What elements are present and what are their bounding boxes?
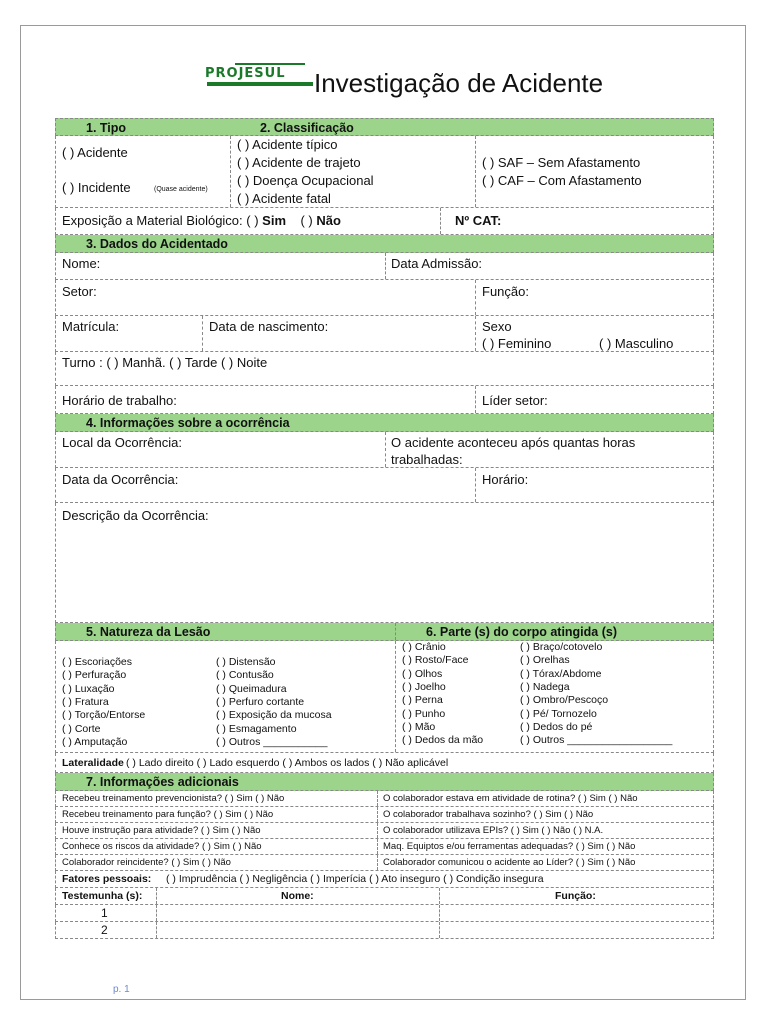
lateralidade-options[interactable]: ( ) Lado direito ( ) Lado esquerdo ( ) Ambos os lados ( ) Não aplicável — [126, 757, 449, 769]
witness-row — [55, 905, 714, 922]
corpo-option[interactable]: ( ) Perna — [402, 694, 443, 707]
lateralidade-row — [55, 753, 714, 773]
horario-ocorrencia-field[interactable]: Horário: — [482, 472, 529, 487]
setor-field[interactable]: Setor: — [62, 284, 97, 299]
option-masculino[interactable]: ( ) Masculino — [599, 336, 674, 351]
info-question-left[interactable]: Conhece os riscos da atividade? ( ) Sim ( ) Não — [62, 841, 262, 852]
turno-row — [55, 352, 714, 386]
section-title-natureza-lesao: 5. Natureza da Lesão — [86, 625, 211, 639]
section-header-dados-acidentado — [55, 235, 714, 253]
info-question-left[interactable]: Houve instrução para atividade? ( ) Sim ( ) Não — [62, 825, 261, 836]
corpo-option[interactable]: ( ) Nadega — [520, 680, 570, 693]
logo-stripe — [235, 63, 305, 65]
option-feminino[interactable]: ( ) Feminino — [482, 336, 552, 351]
nome-row — [55, 253, 714, 280]
section-title-informacoes-adicionais: 7. Informações adicionais — [86, 775, 239, 789]
lider-setor-field[interactable]: Líder setor: — [482, 393, 548, 408]
option-incidente[interactable]: ( ) Incidente — [62, 180, 131, 195]
info-row — [55, 855, 714, 871]
setor-row — [55, 280, 714, 316]
witness-function-input[interactable] — [439, 905, 713, 921]
horas-trabalhadas-line2: trabalhadas: — [391, 452, 463, 467]
fatores-pessoais-row — [55, 871, 714, 888]
matricula-row — [55, 316, 714, 352]
lesao-option[interactable]: ( ) Outros ___________ — [216, 735, 328, 748]
info-question-right[interactable]: Maq. Equiptos e/ou ferramentas adequadas? ( ) Sim ( ) Não — [383, 841, 636, 852]
section-title-parte-corpo: 6. Parte (s) do corpo atingida (s) — [426, 625, 617, 639]
lesao-option[interactable]: ( ) Escoriações — [62, 656, 133, 668]
data-nascimento-field[interactable]: Data de nascimento: — [209, 319, 329, 334]
horario-trabalho-field[interactable]: Horário de trabalho: — [62, 393, 177, 408]
section-title-classificacao: 2. Classificação — [260, 121, 354, 135]
tipo-classificacao-body — [55, 136, 714, 208]
corpo-option[interactable]: ( ) Braço/cotovelo — [520, 641, 603, 653]
section-header-tipo-classificacao — [55, 118, 714, 136]
info-row — [55, 807, 714, 823]
document-title: Investigação de Acidente — [314, 68, 604, 98]
lesao-option[interactable]: ( ) Esmagamento — [216, 722, 297, 735]
descricao-ocorrencia-field[interactable]: Descrição da Ocorrência: — [62, 508, 209, 523]
lesao-option[interactable]: ( ) Fratura — [62, 695, 109, 708]
corpo-option[interactable]: ( ) Outros __________________ — [520, 734, 673, 747]
option-caf[interactable]: ( ) CAF – Com Afastamento — [482, 173, 642, 188]
horas-trabalhadas-line1[interactable]: O acidente aconteceu após quantas horas — [391, 435, 636, 450]
sexo-label: Sexo — [482, 319, 512, 334]
incidente-note: (Quase acidente) — [154, 186, 208, 193]
data-admissao-field[interactable]: Data Admissão: — [391, 256, 483, 271]
ncat-field[interactable]: Nº CAT: — [455, 213, 502, 228]
corpo-option[interactable]: ( ) Joelho — [402, 680, 446, 693]
info-question-right[interactable]: O colaborador estava em atividade de rotina? ( ) Sim ( ) Não — [383, 793, 638, 804]
option-doenca-ocupacional[interactable]: ( ) Doença Ocupacional — [237, 173, 374, 188]
lateralidade-label: Lateralidade — [62, 757, 124, 769]
corpo-option[interactable]: ( ) Olhos — [402, 667, 443, 680]
exposicao-label[interactable]: Exposição a Material Biológico: ( ) — [62, 213, 259, 228]
lesao-option[interactable]: ( ) Perfuração — [62, 669, 127, 682]
fatores-pessoais-options[interactable]: ( ) Imprudência ( ) Negligência ( ) Imperícia ( ) Ato inseguro ( ) Condição insegura — [166, 873, 544, 885]
lesao-corpo-body — [55, 641, 714, 753]
lesao-option[interactable]: ( ) Exposição da mucosa — [216, 709, 332, 722]
section-header-informacoes-adicionais — [55, 773, 714, 791]
option-acidente[interactable]: ( ) Acidente — [62, 145, 128, 160]
company-logo — [205, 44, 315, 90]
horario-trabalho-row — [55, 386, 714, 414]
witness-funcao-header: Função: — [555, 890, 596, 902]
local-ocorrencia-field[interactable]: Local da Ocorrência: — [62, 435, 182, 450]
lesao-option[interactable]: ( ) Amputação — [62, 735, 128, 748]
matricula-field[interactable]: Matrícula: — [62, 319, 120, 334]
exposicao-nao: Não — [316, 213, 341, 228]
corpo-option[interactable]: ( ) Dedos da mão — [402, 734, 484, 747]
corpo-option[interactable]: ( ) Punho — [402, 707, 446, 720]
section-header-ocorrencia — [55, 414, 714, 432]
option-acidente-trajeto[interactable]: ( ) Acidente de trajeto — [237, 155, 361, 170]
logo-text: PROJESUL — [205, 66, 286, 81]
lesao-option[interactable]: ( ) Corte — [62, 722, 101, 735]
lesao-option[interactable]: ( ) Distensão — [216, 656, 276, 668]
page-number: p. 1 — [113, 984, 130, 995]
witness-number: 2 — [101, 923, 108, 937]
corpo-option[interactable]: ( ) Ombro/Pescoço — [520, 694, 609, 707]
accident-form — [55, 118, 714, 939]
testemunha-label: Testemunha (s): — [62, 890, 143, 902]
lesao-option[interactable]: ( ) Luxação — [62, 682, 115, 695]
witness-function-input[interactable] — [439, 922, 713, 938]
corpo-option[interactable]: ( ) Crânio — [402, 641, 446, 653]
lesao-option[interactable]: ( ) Queimadura — [216, 682, 287, 695]
exposicao-nao-box[interactable]: ( ) — [300, 213, 313, 228]
info-question-left[interactable]: Recebeu treinamento prevencionista? ( ) Sim ( ) Não — [62, 793, 285, 804]
option-saf[interactable]: ( ) SAF – Sem Afastamento — [482, 155, 641, 170]
testemunha-header-row — [55, 888, 714, 905]
option-acidente-fatal[interactable]: ( ) Acidente fatal — [237, 191, 331, 206]
witness-name-input[interactable] — [156, 922, 439, 938]
nome-field[interactable]: Nome: — [62, 256, 101, 271]
corpo-option[interactable]: ( ) Orelhas — [520, 654, 570, 667]
info-question-right[interactable]: O colaborador trabalhava sozinho? ( ) Sim ( ) Não — [383, 809, 594, 820]
info-question-right[interactable]: Colaborador comunicou o acidente ao Líder? ( ) Sim ( ) Não — [383, 857, 636, 868]
exposicao-row — [55, 208, 714, 235]
witness-number: 1 — [101, 906, 108, 920]
info-row — [55, 839, 714, 855]
descricao-row — [55, 503, 714, 623]
data-ocorrencia-row — [55, 468, 714, 503]
lesao-option[interactable]: ( ) Contusão — [216, 669, 274, 682]
section-title-dados-acidentado: 3. Dados do Acidentado — [86, 237, 228, 251]
witness-row — [55, 922, 714, 939]
corpo-option[interactable]: ( ) Tórax/Abdome — [520, 667, 602, 680]
info-question-right[interactable]: O colaborador utilizava EPIs? ( ) Sim ( ) Não ( ) N.A. — [383, 825, 604, 836]
section-title-ocorrencia: 4. Informações sobre a ocorrência — [86, 416, 290, 430]
data-ocorrencia-field[interactable]: Data da Ocorrência: — [62, 472, 179, 487]
logo-underline — [207, 82, 313, 86]
section-title-tipo: 1. Tipo — [86, 121, 127, 135]
fatores-pessoais-label: Fatores pessoais: — [62, 873, 152, 885]
corpo-option[interactable]: ( ) Pé/ Tornozelo — [520, 707, 597, 720]
corpo-option[interactable]: ( ) Mão — [402, 720, 436, 733]
lesao-option[interactable]: ( ) Torção/Entorse — [62, 709, 146, 722]
corpo-option[interactable]: ( ) Dedos do pé — [520, 720, 593, 733]
info-row — [55, 791, 714, 807]
info-question-left[interactable]: Colaborador reincidente? ( ) Sim ( ) Não — [62, 857, 231, 868]
section-header-lesao-corpo — [55, 623, 714, 641]
funcao-field[interactable]: Função: — [482, 284, 529, 299]
turno-options[interactable]: Turno : ( ) Manhã. ( ) Tarde ( ) Noite — [62, 355, 268, 370]
exposicao-sim: Sim — [262, 213, 286, 228]
corpo-option[interactable]: ( ) Rosto/Face — [402, 654, 469, 667]
local-row — [55, 432, 714, 468]
option-acidente-tipico[interactable]: ( ) Acidente típico — [237, 137, 338, 152]
witness-nome-header: Nome: — [281, 890, 314, 902]
witness-name-input[interactable] — [156, 905, 439, 921]
lesao-option[interactable]: ( ) Perfuro cortante — [216, 695, 305, 708]
info-row — [55, 823, 714, 839]
info-question-left[interactable]: Recebeu treinamento para função? ( ) Sim ( ) Não — [62, 809, 274, 820]
